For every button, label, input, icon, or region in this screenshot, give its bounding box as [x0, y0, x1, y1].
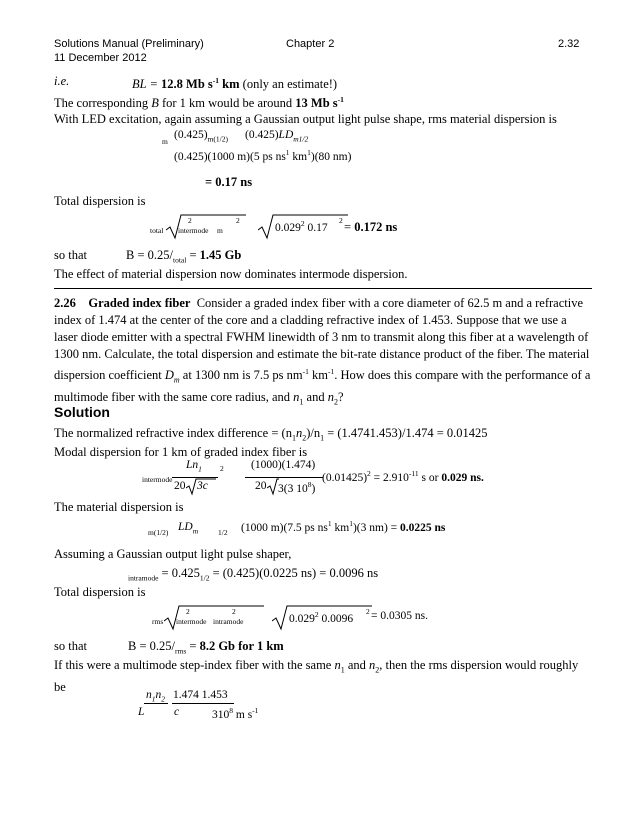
rms-sq-2: 2	[232, 607, 236, 616]
bitrate2-equals: =	[186, 639, 200, 653]
nrid-s1: 1	[291, 433, 296, 443]
rms-expr-a: 0.029	[289, 612, 315, 625]
total-sq-1: 2	[188, 216, 192, 225]
so-that-label: so that	[54, 248, 87, 262]
material-value: 0.0225 ns	[400, 521, 446, 534]
sigma-m-expr-3	[174, 148, 351, 163]
sigma-m-sub-2: m1/2	[293, 134, 309, 144]
problem-end: ?	[337, 389, 344, 404]
problem-n1: n	[293, 389, 300, 404]
problem-2-26	[54, 295, 592, 410]
last-den-units: m s	[233, 708, 253, 721]
sigma-m-numeric: (0.425)(1000 m)(5 ps ns	[174, 150, 286, 163]
bl-km: km	[219, 77, 240, 92]
last-den-units-exp: -1	[252, 706, 259, 715]
material-end: )(3 nm) =	[352, 521, 401, 534]
corresponding-b: B	[151, 96, 159, 111]
sigma-m-exp-2: 1	[307, 148, 311, 157]
modal-den-2-b-text: 3(3 10	[278, 482, 308, 495]
modal-den-2-b	[278, 480, 315, 495]
rms-sub: rms	[152, 617, 164, 626]
bitrate-sub: total	[173, 255, 187, 265]
corresponding-exponent: -1	[337, 95, 344, 104]
rms-expr-b: 0.0096	[318, 612, 354, 625]
last-denominator	[212, 706, 258, 721]
total-exp-b: 2	[339, 216, 343, 225]
modal-equals-exp: -11	[408, 469, 419, 478]
corresponding-text-c: for 1 km would be around	[158, 96, 296, 111]
bitrate2-sub: rms	[175, 646, 187, 656]
total-numeric	[275, 219, 328, 234]
modal-equals: = 2.910	[370, 471, 409, 484]
nrid-b: n	[295, 426, 303, 440]
problem-body-2: at 1300 nm is 7.5 ps nm	[179, 368, 303, 383]
material-expr	[241, 519, 445, 534]
modal-result	[322, 469, 484, 484]
material-exp-2: 1	[349, 519, 353, 528]
sigma-m-end: )(80 nm)	[310, 150, 352, 163]
nrid-s3: 1	[320, 433, 325, 443]
total-dispersion-label-2: Total dispersion is	[54, 585, 146, 599]
problem-body-4: . How does this compare with the performance of a multimode fiber with the same core radius, and	[54, 368, 591, 404]
rms-numeric	[289, 610, 353, 625]
sigma-m-coef-2: (0.425)	[245, 129, 279, 141]
modal-value: 0.029 ns.	[441, 471, 484, 484]
material-dispersion-label: The material dispersion is	[54, 500, 184, 514]
material-LD-sub: m	[192, 526, 199, 536]
bitrate-lhs: B = 0.25/	[126, 248, 173, 262]
modal-factor-exp: 2	[367, 469, 371, 478]
problem-n2: n	[327, 389, 334, 404]
last-fraction-bar-1	[144, 703, 168, 704]
rms-sq-1: 2	[186, 607, 190, 616]
effect-statement: The effect of material dispersion now dominates intermode dispersion.	[54, 267, 408, 281]
corresponding-line	[54, 92, 344, 111]
intramode-sub: intramode	[128, 573, 159, 583]
material-LD	[178, 521, 198, 535]
nrid-c: )/n	[306, 426, 321, 440]
intramode-rest: = (0.425)(0.0225 ns) = 0.0096 ns	[209, 566, 379, 580]
ie-label: i.e.	[54, 74, 70, 88]
material-sub: m(1/2)	[148, 528, 169, 537]
last-numerator-values: 1.474 1.453	[173, 689, 228, 701]
modal-den-2-b-exp: 8	[307, 480, 312, 489]
bitrate-equals: =	[186, 248, 200, 262]
bl-value: 12.8 Mb s	[161, 77, 213, 92]
modal-dispersion-label: Modal dispersion for 1 km of graded index fiber is	[54, 445, 308, 459]
modal-den-2-b-end: )	[311, 482, 316, 495]
total-sq-2: 2	[236, 216, 240, 225]
sigma-m-sub-1: m(1/2)	[207, 134, 228, 144]
material-km: km	[331, 521, 350, 534]
problem-body-3-exp: -1	[327, 367, 335, 376]
nrid-a: The normalized refractive index difference = (n	[54, 426, 292, 440]
led-line: With LED excitation, again assuming a Gaussian output light pulse shape, rms material dispersion is	[54, 112, 557, 126]
problem-and: and	[303, 389, 328, 404]
rms-intramode: intramode	[213, 617, 244, 626]
total-intermode: intermode	[178, 226, 209, 235]
multi-text: If this were a multimode step-index fiber with the same	[54, 658, 335, 672]
rms-intermode: intermode	[176, 617, 207, 626]
modal-num-1-sub: 1	[198, 464, 202, 474]
nrid-d: = (1.4741.453)/1.474 = 0.01425	[324, 426, 488, 440]
last-n2-sub: 2	[161, 694, 165, 704]
sigma-m-expr-2	[245, 129, 308, 143]
so-that-label-2: so that	[54, 639, 87, 653]
total-value: 0.172 ns	[354, 220, 398, 234]
problem-dm-sub: m	[173, 375, 180, 385]
modal-intermode-sub: intermode	[142, 475, 173, 484]
bl-equation	[132, 73, 337, 92]
problem-dm: D	[164, 368, 174, 383]
intramode-equation	[128, 565, 378, 587]
total-subscript: total	[150, 226, 164, 235]
multi-n1-sub: 1	[340, 665, 345, 675]
problem-body-2-exp: -1	[302, 367, 309, 376]
last-c: c	[174, 706, 180, 718]
modal-num-1-text: Ln	[186, 459, 199, 471]
modal-den-1-a: 20	[174, 480, 186, 492]
total-result	[344, 219, 397, 235]
intramode-half: 1/2	[199, 573, 210, 583]
problem-number: 2.26	[54, 296, 76, 310]
header-chapter: Chapter 2	[286, 38, 335, 50]
material-exp-1: 1	[327, 519, 332, 528]
problem-n1-sub: 1	[299, 397, 304, 407]
total-equals: =	[344, 220, 355, 234]
bl-lhs: BL =	[132, 77, 162, 92]
modal-den-2: 20	[255, 480, 267, 492]
ie-line	[54, 73, 69, 89]
header-page-number: 2.32	[558, 38, 580, 50]
rms-exp-b: 2	[366, 607, 370, 616]
nrid-s2: 2	[302, 433, 307, 443]
sigma-m-exp-1: 1	[285, 148, 290, 157]
problem-body-1: Consider a graded index fiber with a core diameter of 62.5 m and a refractive index of 1.474 at the center of the core and a cladding refractive index of 1.453. Suppose that we use a laser diode emitter with a spectral FWHM linewidth of 3 nm to transmit along this fiber at a wavelength of 1300 nm. Calculate, the total dispersion and estimate the bit-rate distance product of the fiber. The material dispersion coefficient	[54, 296, 590, 383]
bitrate2-lhs: B = 0.25/	[128, 639, 175, 653]
last-numerator-n	[146, 689, 165, 703]
sigma-m-km: km	[289, 150, 308, 163]
rms-result: = 0.0305 ns.	[371, 610, 428, 622]
modal-square: 2	[220, 464, 224, 473]
gaussian-assumption: Assuming a Gaussian output light pulse shaper,	[54, 547, 292, 561]
modal-units: s or	[418, 471, 442, 484]
header-left: Solutions Manual (Preliminary)	[54, 38, 204, 50]
multi-n1: n	[334, 658, 341, 672]
total-exp-a: 2	[300, 219, 305, 228]
header-date: 11 December 2012	[54, 52, 147, 64]
last-den-exp: 8	[229, 706, 233, 715]
material-LD-text: LD	[178, 521, 193, 533]
modal-den-1	[174, 480, 186, 492]
sigma-m-expr-1	[174, 129, 228, 143]
material-half: 1/2	[218, 528, 228, 537]
problem-title: Graded index fiber	[88, 296, 191, 310]
multimode-comparison	[54, 657, 592, 696]
bl-exponent: -1	[212, 76, 220, 85]
corresponding-value: 13 Mb s	[295, 96, 338, 111]
multi-n2-sub: 2	[375, 665, 380, 675]
section-divider	[54, 288, 592, 289]
sigma-m-LD: LD	[278, 129, 294, 141]
last-fraction-bar-2	[172, 703, 234, 704]
multi-n2: n	[369, 658, 376, 672]
sigma-m-subscript: m	[162, 137, 168, 146]
total-expr-a: 0.029	[275, 221, 301, 234]
solution-heading: Solution	[54, 404, 110, 420]
total-m: m	[217, 226, 223, 235]
last-n2: n	[155, 689, 162, 701]
material-expr-text: (1000 m)(7.5 ps ns	[241, 521, 328, 534]
last-n1-sub: 1	[151, 694, 156, 704]
total-expr-b: 0.17	[304, 221, 328, 234]
problem-body-3: km	[308, 368, 328, 383]
modal-factor: (0.01425)	[322, 471, 368, 484]
rms-exp-a: 2	[314, 610, 319, 619]
modal-num-2: (1000)(1.474)	[251, 459, 316, 471]
sigma-m-result: = 0.17 ns	[205, 175, 253, 189]
bitrate-value: 1.45 Gb	[199, 248, 242, 262]
multi-and: and	[344, 658, 370, 672]
last-n1: n	[146, 689, 152, 701]
sigma-m-coef-1: (0.425)	[174, 129, 208, 141]
last-den-text: 310	[212, 708, 230, 721]
corresponding-text-a: The corresponding	[54, 96, 152, 111]
last-L: L	[138, 706, 145, 718]
intramode-eq: = 0.425	[158, 566, 200, 580]
multi-end: , then the rms dispersion would roughly be	[54, 658, 579, 694]
total-dispersion-label: Total dispersion is	[54, 194, 146, 208]
bitrate2-value: 8.2 Gb for 1 km	[199, 639, 284, 653]
modal-den-1-b: 3c	[197, 480, 208, 492]
problem-n2-sub: 2	[333, 397, 338, 407]
bl-note: (only an estimate!)	[239, 77, 338, 92]
modal-num-1	[186, 459, 202, 473]
